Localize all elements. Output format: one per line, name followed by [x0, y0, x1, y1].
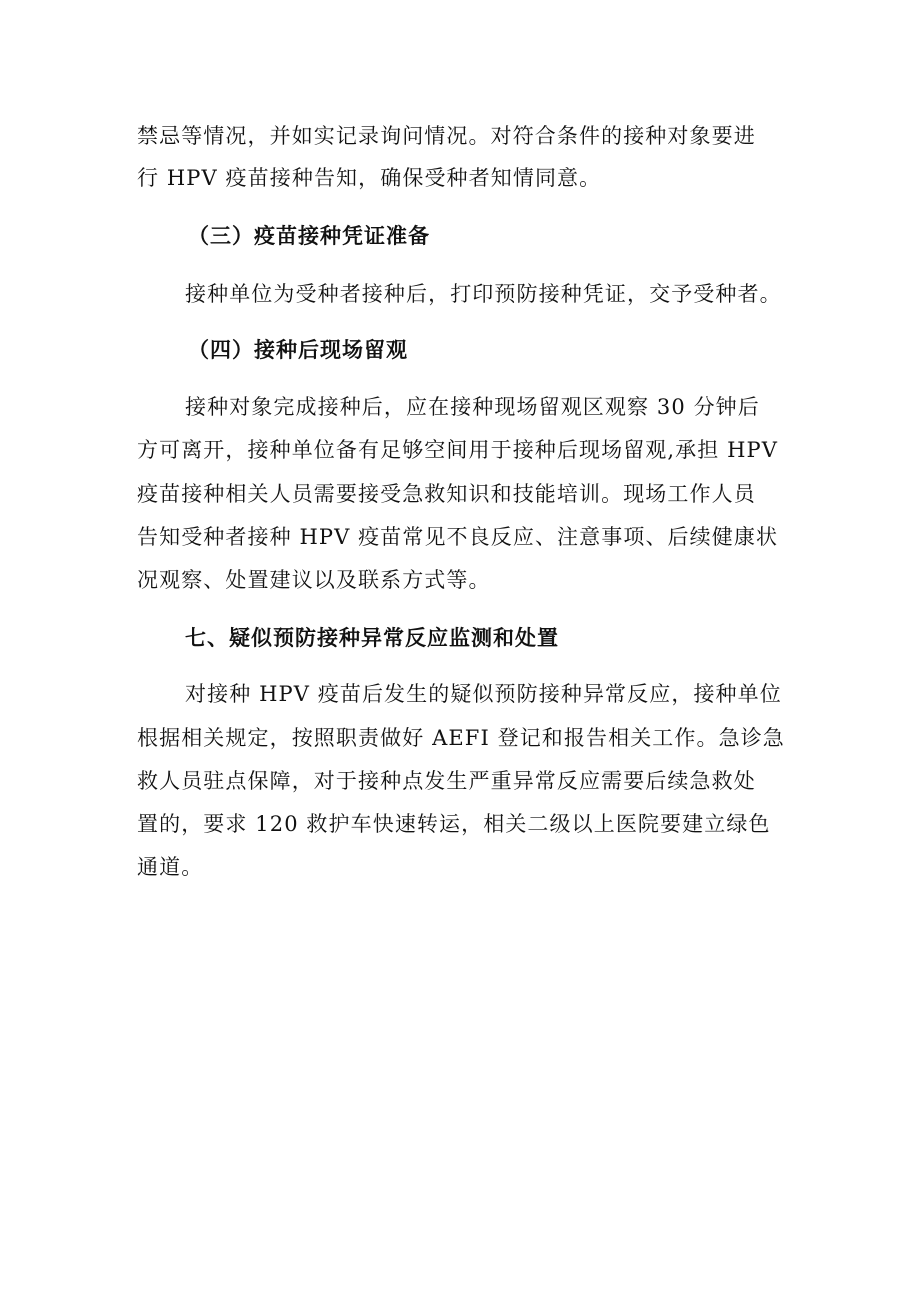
paragraph-line: 接种单位为受种者接种后，打印预防接种凭证，交予受种者。 — [185, 282, 782, 306]
section-heading-7: 七、疑似预防接种异常反应监测和处置 — [185, 625, 559, 650]
paragraph-line: 行 HPV 疫苗接种告知，确保受种者知情同意。 — [137, 166, 602, 190]
paragraph-line: 救人员驻点保障，对于接种点发生严重异常反应需要后续急救处 — [137, 769, 756, 793]
paragraph-line: 禁忌等情况，并如实记录询问情况。对符合条件的接种对象要进 — [137, 124, 756, 148]
section-heading-3: （三）疫苗接种凭证准备 — [188, 223, 430, 248]
paragraph-line: 根据相关规定，按照职责做好 AEFI 登记和报告相关工作。急诊急 — [137, 726, 785, 750]
paragraph-line: 方可离开，接种单位备有足够空间用于接种后现场留观,承担 HPV — [137, 438, 779, 462]
section-heading-4: （四）接种后现场留观 — [188, 337, 408, 362]
paragraph-line: 疫苗接种相关人员需要接受急救知识和技能培训。现场工作人员 — [137, 482, 756, 506]
paragraph-line: 况观察、处置建议以及联系方式等。 — [137, 568, 491, 592]
paragraph-line: 通道。 — [137, 855, 204, 879]
paragraph-line: 告知受种者接种 HPV 疫苗常见不良反应、注意事项、后续健康状 — [137, 525, 779, 549]
paragraph-line: 接种对象完成接种后，应在接种现场留观区观察 30 分钟后 — [185, 395, 760, 419]
paragraph-line: 对接种 HPV 疫苗后发生的疑似预防接种异常反应，接种单位 — [185, 682, 782, 706]
paragraph-line: 置的，要求 120 救护车快速转运，相关二级以上医院要建立绿色 — [137, 812, 771, 836]
